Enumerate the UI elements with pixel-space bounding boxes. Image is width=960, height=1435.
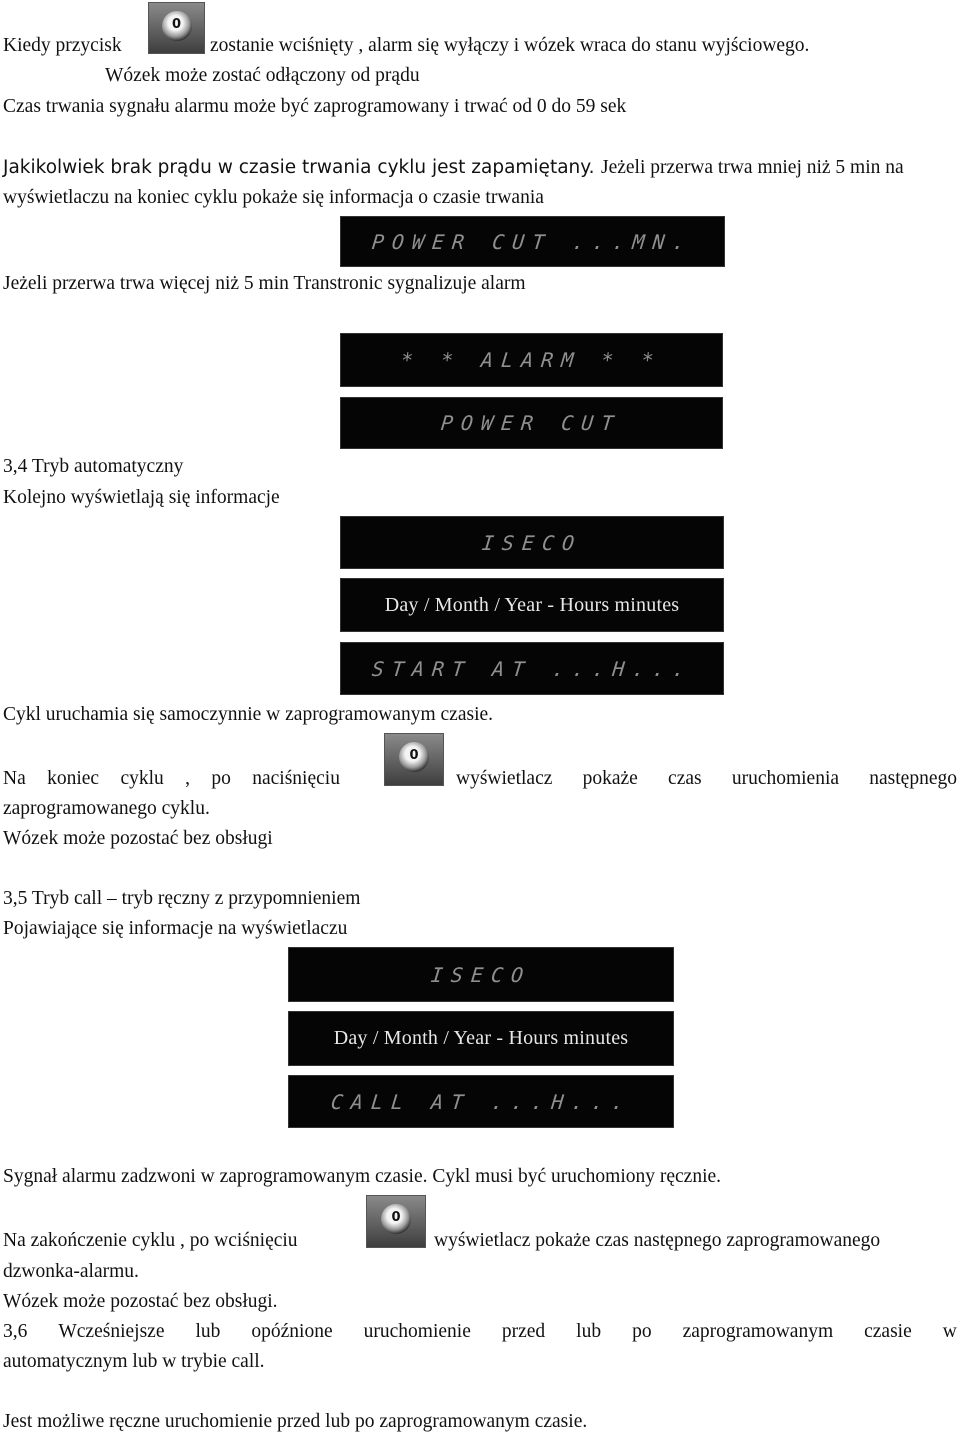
word: 3,6 [3, 1321, 28, 1342]
lcd-text: ISECO [429, 962, 533, 987]
word: Na [3, 768, 26, 789]
section-3-4-intro: Kolejno wyświetlają się informacje [3, 487, 280, 508]
word: w [942, 1321, 957, 1342]
word: , [185, 768, 191, 789]
word: naciśnięciu [252, 768, 340, 789]
lcd-isecco [340, 516, 724, 569]
reset-button-icon [148, 2, 205, 54]
word: po [211, 768, 231, 789]
call-end-text-left: Na zakończenie cyklu , po wciśnięciu [3, 1230, 298, 1251]
reset-button-icon [384, 733, 444, 786]
section-3-6-title [3, 1320, 957, 1344]
word: lub [195, 1321, 221, 1342]
word: czas [668, 768, 702, 789]
section-3-6-title-cont: automatycznym lub w trybie call. [3, 1351, 265, 1372]
end-cycle-text-left [3, 767, 340, 791]
section-3-5-title: 3,5 Tryb call – tryb ręczny z przypomnieniem [3, 888, 361, 909]
power-long-note: Jeżeli przerwa trwa więcej niż 5 min Transtronic sygnalizuje alarm [3, 273, 526, 294]
button-glyph: 0 [391, 1209, 401, 1225]
lcd-text: START AT ...H... [370, 656, 694, 681]
power-memory-note: Jakikolwiek brak prądu w czasie trwania cyklu jest zapamiętany. [3, 157, 595, 178]
word: pokaże [582, 768, 638, 789]
word: uruchomienie [363, 1321, 471, 1342]
power-short-note: Jeżeli przerwa trwa mniej niż 5 min na [601, 157, 904, 178]
word: uruchomienia [731, 768, 840, 789]
unattended-note-2: Wózek może pozostać bez obsługi. [3, 1291, 278, 1312]
word: Wcześniejsze [58, 1321, 165, 1342]
lcd-text: CALL AT ...H... [329, 1089, 633, 1114]
unattended-note: Wózek może pozostać bez obsługi [3, 828, 273, 849]
power-short-note-cont: wyświetlaczu na koniec cyklu pokaże się informacja o czasie trwania [3, 187, 544, 208]
button-glyph: 0 [171, 16, 182, 32]
word: lub [576, 1321, 602, 1342]
word: cyklu [120, 768, 164, 789]
alarm-duration-note: Czas trwania sygnału alarmu może być zaprogramowany i trwać od 0 do 59 sek [3, 96, 627, 117]
word: czasie [864, 1321, 912, 1342]
word: wyświetlacz [456, 768, 553, 789]
lcd-text: Day / Month / Year - Hours minutes [384, 593, 680, 616]
lcd-text: ISECO [480, 530, 584, 555]
word: zaprogramowanym [682, 1321, 834, 1342]
section-3-4-title: 3,4 Tryb automatyczny [3, 456, 184, 477]
lcd-datetime [288, 1011, 674, 1066]
lcd-power-cut [340, 397, 723, 449]
reset-button-icon [366, 1195, 426, 1248]
lcd-text: * * ALARM * * [399, 348, 664, 372]
lcd-isecco [288, 947, 674, 1002]
word: przed [501, 1321, 546, 1342]
lcd-text: POWER CUT ...MN. [370, 229, 695, 254]
end-cycle-text-cont: zaprogramowanego cyklu. [3, 798, 210, 819]
call-end-text-cont: dzwonka-alarmu. [3, 1261, 139, 1282]
word: koniec [47, 768, 100, 789]
lcd-alarm [340, 333, 723, 387]
call-alarm-note: Sygnał alarmu zadzwoni w zaprogramowanym czasie. Cykl musi być uruchomiony ręcznie. [3, 1166, 722, 1187]
section-3-5-intro: Pojawiające się informacje na wyświetlaczu [3, 918, 348, 939]
lcd-power-cut-min [340, 216, 725, 267]
manual-start-note: Jest możliwe ręczne uruchomienie przed lub po zaprogramowanym czasie. [3, 1411, 588, 1432]
button-glyph: 0 [409, 747, 419, 763]
auto-start-note: Cykl uruchamia się samoczynnie w zaprogramowanym czasie. [3, 704, 494, 725]
lcd-datetime [340, 578, 724, 632]
word: opóźnione [251, 1321, 333, 1342]
lcd-text: POWER CUT [440, 411, 623, 435]
lcd-start-at [340, 642, 724, 695]
intro-text-start: Kiedy przycisk [3, 35, 122, 56]
disconnect-note: Wózek może zostać odłączony od prądu [105, 65, 420, 86]
word: po [632, 1321, 652, 1342]
lcd-text: Day / Month / Year - Hours minutes [333, 1027, 629, 1049]
call-end-text-right: wyświetlacz pokaże czas następnego zaprogramowanego [434, 1230, 881, 1251]
intro-text-end: zostanie wciśnięty , alarm się wyłączy i wózek wraca do stanu wyjściowego. [210, 35, 810, 56]
word: następnego [869, 768, 957, 789]
end-cycle-text-right [456, 767, 957, 791]
lcd-call-at [288, 1075, 674, 1128]
